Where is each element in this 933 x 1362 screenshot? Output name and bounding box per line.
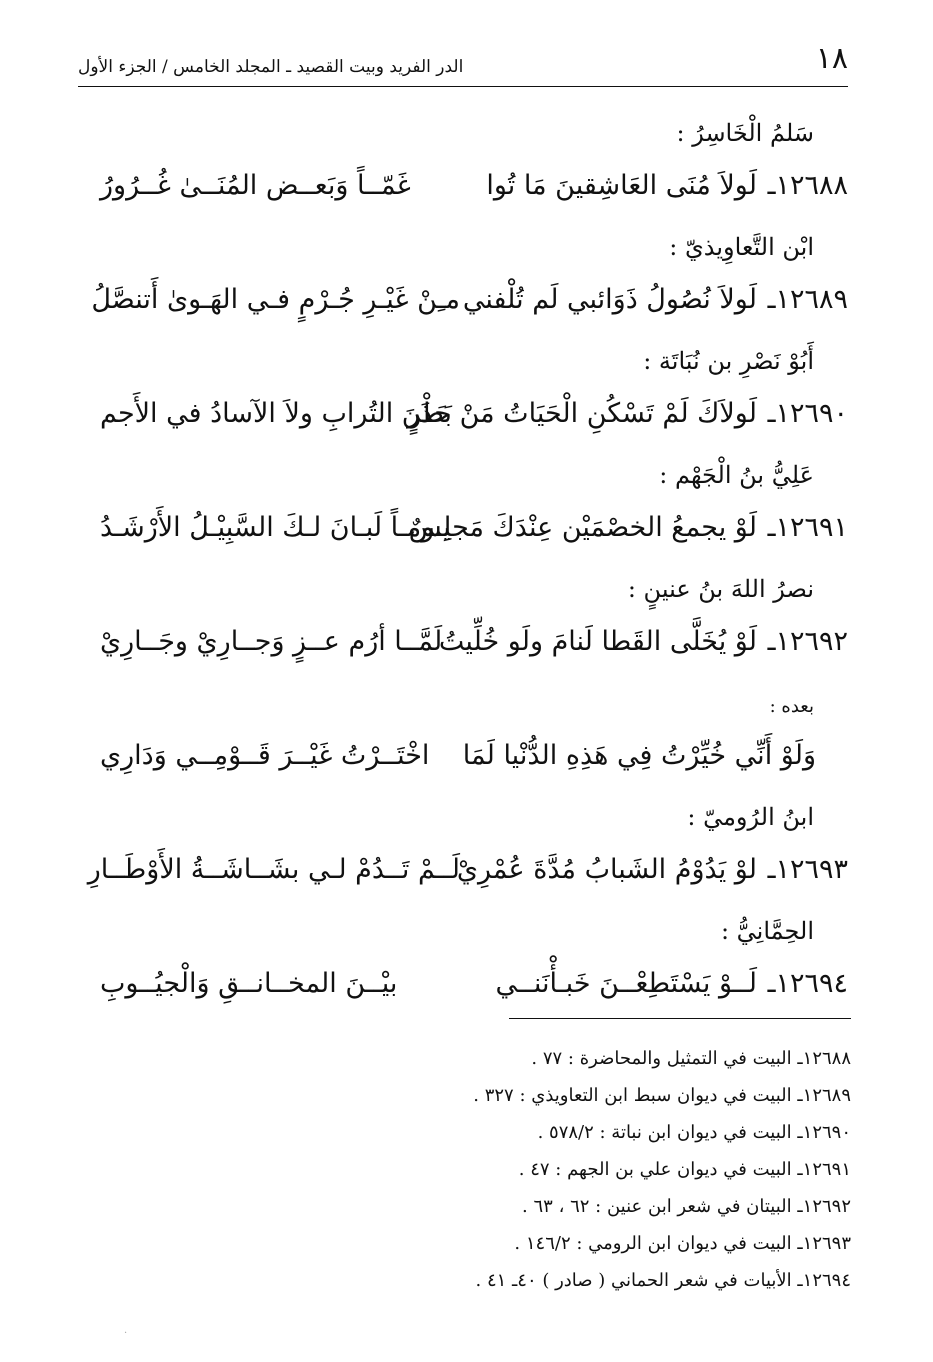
verse-number: ١٢٦٨٩ـ (767, 284, 848, 315)
first-hemistich (456, 852, 848, 888)
first-hemistich-text: لَولاَ نُصُولُ ذَوَائبي لَم تُلْفني (462, 284, 757, 315)
poem-entry (87, 802, 848, 916)
poetry-body (87, 118, 848, 1030)
verse-number: ١٢٦٨٨ـ (767, 170, 848, 201)
first-hemistich (408, 510, 848, 546)
poem-entry (100, 346, 848, 460)
poem-entry (91, 232, 848, 346)
poet-name: ابْن التَّعاوِيذيّ : (669, 233, 814, 261)
footnote: ١٢٦٩٠ـ البيت في ديوان ابن نباتة : ٥٧٨/٢ . (537, 1122, 851, 1143)
verse-line (100, 966, 848, 1030)
footnote: ١٢٦٩١ـ البيت في ديوان علي بن الجهم : ٤٧ . (518, 1159, 851, 1180)
second-hemistich: بيْــنَ المخــانــقِ وَالْجيُــوبِ (100, 968, 398, 999)
poet-name: أَبُوْ نَصْرِ بن نُبَاتَة : (643, 347, 814, 375)
poet-name: سَلمُ الْخَاسِرُ : (676, 119, 814, 147)
first-hemistich-text: لَــوْ يَسْتَطِعْــنَ خَبـأْنَنــي (495, 968, 757, 999)
poem-entry (100, 574, 848, 688)
poet-name: الحِمَّانِيُّ : (720, 917, 814, 945)
first-hemistich (407, 396, 848, 432)
header-title: الدر الفريد وبيت القصيد ـ المجلد الخامس / الجزء الأول (78, 57, 464, 77)
first-hemistich-text: لَوْ يُخَلَّى القَطا لَنامَ ولَو خُلِّيتُ (438, 626, 757, 657)
first-hemistich-text: وَلَوْ أَنِّي خُيِّرْتُ فِي هَذِهِ الدُّنْيا لَمَا (462, 740, 816, 771)
footnote: ١٢٦٩٣ـ البيت في ديوان ابن الرومي : ١٤٦/٢ . (514, 1233, 851, 1254)
poet-name: ابنُ الرُوميّ : (687, 803, 814, 831)
running-header (78, 40, 848, 87)
verse-line (100, 510, 848, 574)
poem-entry (100, 916, 848, 1030)
verse-number: ١٢٦٩٢ـ (767, 626, 848, 657)
first-hemistich-text: لَوْ يجمعُ الخصْمَيْن عِنْدَكَ مَجلِسٌ (408, 512, 757, 543)
verse-line (100, 738, 848, 802)
footnote-divider (509, 1018, 851, 1019)
continuation-note: بعده : (769, 696, 814, 717)
first-hemistich (462, 738, 848, 774)
poet-name: عَلِيُّ بنُ الْجَهْم : (659, 461, 814, 489)
first-hemistich (478, 168, 848, 204)
verse-line (87, 852, 848, 916)
footnotes (380, 1040, 851, 1299)
footnote: ١٢٦٨٩ـ البيت في ديوان سبط ابن التعاويذي : ٣٢٧ . (473, 1085, 851, 1106)
verse-line (100, 624, 848, 688)
footnote: ١٢٦٩٢ـ البيتان في شعر ابن عنين : ٦٢ ، ٦٣ . (522, 1196, 851, 1217)
second-hemistich: لَــمْ تَــدُمْ لـي بشَــاشَــةُ الأَوْطَــارِ (87, 854, 460, 885)
first-hemistich-text: لَولاَ مُنَى العَاشِقينَ مَا تُوا (486, 170, 757, 201)
poet-name: نصرُ اللهَ بنُ عنينٍ : (627, 575, 814, 603)
verse-number: ١٢٦٩٤ـ (767, 968, 848, 999)
first-hemistich (438, 624, 848, 660)
first-hemistich (462, 282, 848, 318)
page-number: ١٨ (815, 41, 848, 76)
verse-number: ١٢٦٩٣ـ (767, 854, 848, 885)
scan-mark: · (124, 1328, 128, 1339)
second-hemistich: لَمَّــا أرُم عــزٍ وَجــارِيْ وجَــارِيْ (100, 626, 443, 657)
footnote: ١٢٦٨٨ـ البيت في التمثيل والمحاضرة : ٧٧ . (531, 1048, 851, 1069)
verse-line (100, 168, 848, 232)
poem-entry (100, 118, 848, 232)
poem-entry (100, 688, 848, 802)
footnote: ١٢٦٩٤ـ الأبيات في شعر الحماني ( صادر ) ٤٠ـ ٤١ . (475, 1270, 851, 1291)
poem-entry (100, 460, 848, 574)
second-hemistich: بَطْنَ التُرابِ ولاَ الآسادُ في الأَجم (100, 398, 453, 429)
verse-line (100, 396, 848, 460)
verse-number: ١٢٦٩٠ـ (767, 398, 848, 429)
verse-line (91, 282, 848, 346)
first-hemistich-text: لَولاَكَ لَمْ تَسْكُنِ الْحَيَاتُ مَنْ حَذَرٍ (407, 398, 757, 429)
second-hemistich: مـِنْ غَيْـرِ جُـرْمٍ فـي الهَـوىٰ أَتنصَّلُ (91, 284, 460, 315)
second-hemistich: يـومـاً لَبـانَ لـكَ السَّبِيْـلُ الأَرْشَـدُ (100, 512, 451, 543)
first-hemistich-text: لوْ يَدُوْمُ الشَبابُ مُدَّةَ عُمْرِيْ (456, 854, 757, 885)
verse-number: ١٢٦٩١ـ (767, 512, 848, 543)
second-hemistich: اخْتَــرْتُ غَيْــرَ قَــوْمِــي وَدَارِي (100, 740, 430, 771)
second-hemistich: غَمّــاً وَبَعــض المُنَــىٰ غُــرُورُ (100, 170, 411, 201)
first-hemistich (478, 966, 848, 1002)
